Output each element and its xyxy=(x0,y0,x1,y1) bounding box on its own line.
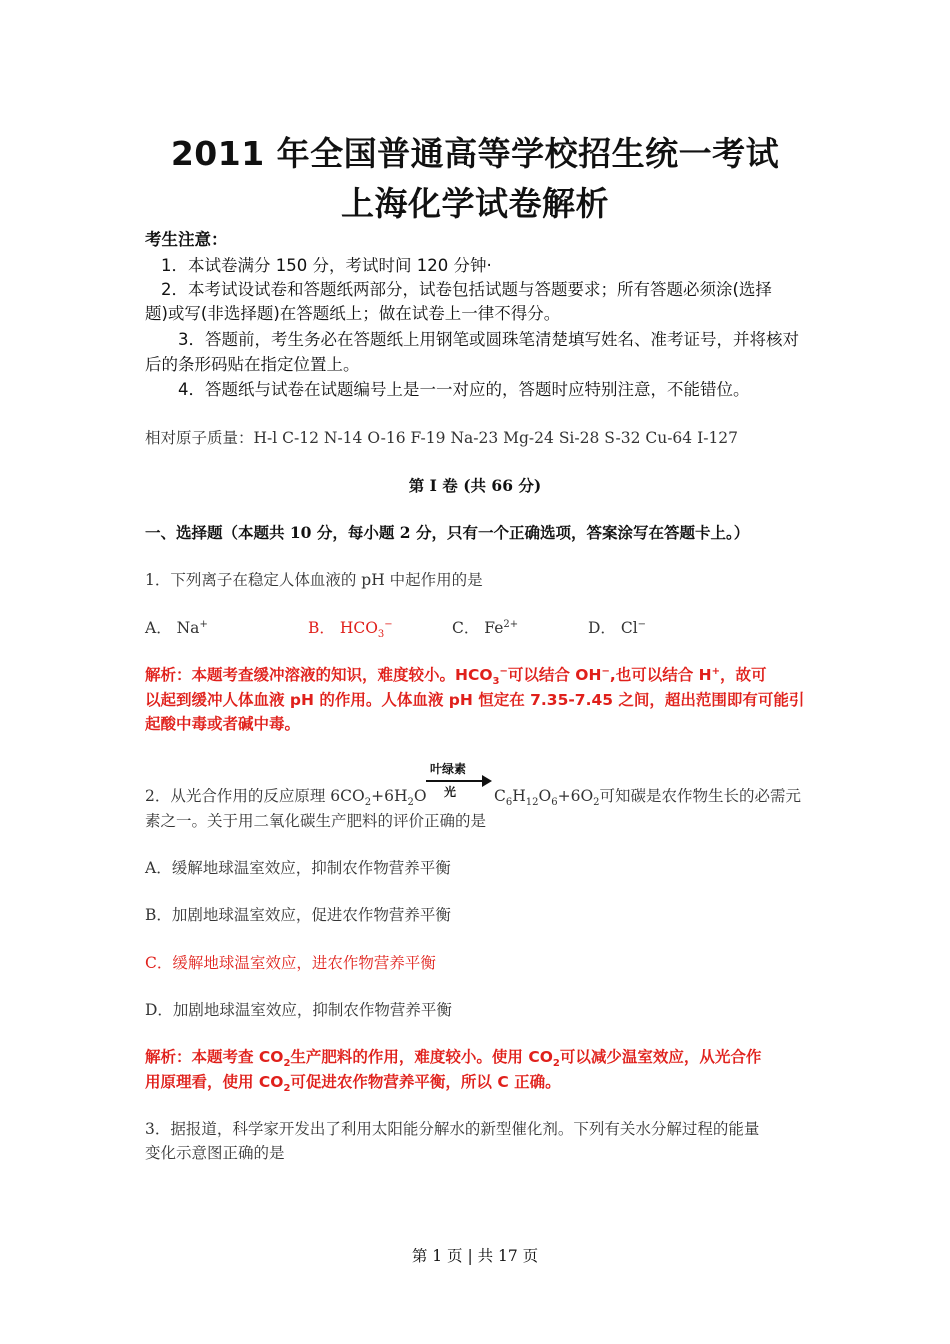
q3-stem-line-2: 变化示意图正确的是 xyxy=(145,1144,285,1162)
q2-option-b: B．加剧地球温室效应，促进农作物营养平衡 xyxy=(145,906,451,924)
q1-option-c: C． $Fe^{2+}$ xyxy=(452,618,519,637)
q1-options xyxy=(145,616,845,641)
notice-item-3a: 3．答题前，考生务必在答题纸上用钢笔或圆珠笔清楚填写姓名、准考证号，并将核对 xyxy=(178,330,799,349)
page-footer: 第 1 页 | 共 17 页 xyxy=(411,1247,539,1265)
section-heading: 第 I 卷 (共 66 分) xyxy=(408,476,542,495)
q2-analysis-line-1: 解析：本题考查 $CO_2$生产肥料的作用，难度较小。使用 $CO_2$可以减少温室效应，从光合作 xyxy=(145,1048,762,1070)
q1-analysis-line-3: 起酸中毒或者碱中毒。 xyxy=(145,715,301,733)
q2-option-d: D．加剧地球温室效应，抑制农作物营养平衡 xyxy=(145,1001,452,1019)
q2-option-c: C．缓解地球温室效应，进农作物营养平衡 xyxy=(145,954,436,972)
notice-item-3b: 后的条形码贴在指定位置上。 xyxy=(145,355,360,374)
q1-stem: 1．下列离子在稳定人体血液的 pH 中起作用的是 xyxy=(145,571,483,589)
notice-item-4: 4．答题纸与试卷在试题编号上是一一对应的，答题时应特别注意，不能错位。 xyxy=(178,380,750,399)
notice-heading: 考生注意： xyxy=(145,230,228,249)
title-line-2: 上海化学试卷解析 xyxy=(341,184,609,223)
q3-stem-line-1: 3．据报道，科学家开发出了利用太阳能分解水的新型催化剂。下列有关水分解过程的能量 xyxy=(145,1120,760,1138)
part1-heading: 一、选择题（本题共 10 分，每小题 2 分，只有一个正确选项，答案涂写在答题卡上。） xyxy=(145,523,750,542)
q2-stem-line-2: 素之一。关于用二氧化碳生产肥料的评价正确的是 xyxy=(145,812,487,830)
q1-option-d: D． Cl− xyxy=(588,618,647,637)
arrow-line xyxy=(426,780,484,782)
title-line-1: 2011 年全国普通高等学校招生统一考试 xyxy=(170,134,780,173)
q1-option-b: B． $HCO_3^-$ xyxy=(308,618,393,641)
notice-item-1: 1．本试卷满分 150 分，考试时间 120 分钟· xyxy=(161,256,492,275)
arrow-head-icon xyxy=(482,775,492,787)
q2-analysis-line-2: 用原理看，使用 $CO_2$可促进农作物营养平衡，所以 C 正确。 xyxy=(145,1073,561,1095)
atomic-mass-line: 相对原子质量：H-l C-12 N-14 O-16 F-19 Na-23 Mg-24 Si-28 S-32 Cu-64 I-127 xyxy=(145,429,739,447)
notice-item-2b: 题)或写(非选择题)在答题纸上；做在试卷上一律不得分。 xyxy=(145,304,561,323)
arrow-top-label: 叶绿素 xyxy=(430,762,467,776)
notice-item-2a: 2．本考试设试卷和答题纸两部分，试卷包括试题与答题要求；所有答题必须涂(选择 xyxy=(161,280,772,299)
q1-analysis-line-1: 解析：本题考查缓冲溶液的知识，难度较小。$HCO_3^-$可以结合 OH−,也可以结合 H+，故可 xyxy=(145,665,767,688)
q1-option-a: A． Na+ xyxy=(145,618,208,637)
q2-option-a: A．缓解地球温室效应，抑制农作物营养平衡 xyxy=(145,859,451,877)
q1-analysis-line-2: 以起到缓冲人体血液 pH 的作用。人体血液 pH 恒定在 7.35-7.45 之间，超出范围即有可能引 xyxy=(145,691,805,709)
q2-stem-line-1: 2．从光合作用的反应原理 $6CO_2+6H_2O$ xyxy=(145,787,427,809)
reaction-arrow xyxy=(426,760,492,804)
q2-stem-line-1-right: $C_6H_{12}O_6+6O_2$可知碳是农作物生长的必需元 xyxy=(494,787,802,809)
arrow-bottom-label: 光 xyxy=(444,785,457,799)
